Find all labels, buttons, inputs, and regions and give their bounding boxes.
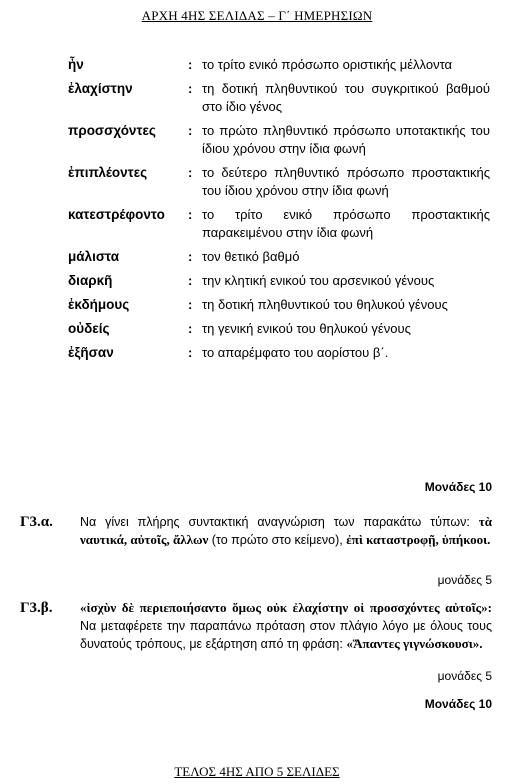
term-definition: το πρώτο πληθυντικό πρόσωπο υποτακτικής του ίδιου χρόνου στην ίδια φωνή — [202, 123, 490, 156]
term: μάλιστα — [68, 249, 120, 264]
term: διαρκῆ — [68, 273, 113, 288]
question-note: (το πρώτο στο κείμενο), — [211, 533, 343, 547]
term: προσσχόντες — [68, 123, 156, 138]
term-row — [68, 296, 498, 314]
term: ἐπιπλέοντες — [68, 165, 148, 180]
term-definition: τη γενική ενικού του θηλυκού γένους — [202, 321, 411, 336]
page-footer: ΤΕΛΟΣ 4ΗΣ ΑΠΟ 5 ΣΕΛΙΔΕΣ — [174, 764, 340, 779]
colon: : — [188, 345, 193, 360]
colon: : — [188, 57, 193, 72]
monades-3b: μονάδες 5 — [437, 669, 492, 683]
colon: : — [188, 123, 193, 138]
colon: : — [188, 81, 193, 96]
question-quote: «ἰσχὺν δὲ περιεποιήσαντο ὅμως οὐκ ἐλαχίστην οἱ προσσχόντες αὐτοῖς»: — [80, 600, 492, 615]
term-definition: τη δοτική πληθυντικού του θηλυκού γένους — [202, 297, 448, 312]
term: κατεστρέφοντο — [68, 207, 165, 222]
monades-total-1: Μονάδες 10 — [424, 480, 492, 494]
term-definition: τη δοτική πληθυντικού του συγκριτικού βαθμού στο ίδιο γένος — [202, 81, 490, 114]
term-definition: τον θετικό βαθμό — [202, 249, 300, 264]
term-row — [68, 344, 498, 362]
term: ἐξῆσαν — [68, 345, 114, 360]
question-3b — [20, 599, 492, 653]
term-row — [68, 80, 498, 116]
colon: : — [188, 321, 193, 336]
term-row — [68, 272, 498, 290]
question-text — [80, 599, 492, 653]
term-row — [68, 320, 498, 338]
question-prompt: Να γίνει πλήρης συντακτική αναγνώριση των παρακάτω τύπων: — [80, 515, 470, 529]
page-header: ΑΡΧΗ 4ΗΣ ΣΕΛΙΔΑΣ – Γ΄ ΗΜΕΡΗΣΙΩΝ — [141, 8, 373, 23]
question-prompt: Να μεταφέρετε την παραπάνω πρόταση στον πλάγιο λόγο με όλους τους δυνατούς τρόπους, με εξάρτηση από τη φράση: — [80, 619, 492, 651]
question-phrase: «Ἅπαντες γιγνώσκουσι». — [346, 636, 483, 651]
term-definition: το τρίτο ενικό πρόσωπο οριστικής μέλλοντα — [202, 57, 453, 72]
monades-3a: μονάδες 5 — [437, 573, 492, 587]
term-row — [68, 56, 498, 74]
term: ἐκδήμους — [68, 297, 130, 312]
question-label: Γ3.β. — [20, 600, 53, 616]
question-text — [80, 513, 492, 549]
colon: : — [188, 165, 193, 180]
colon: : — [188, 249, 193, 264]
term: οὐδείς — [68, 321, 110, 336]
term-row — [68, 206, 498, 242]
term-definition: την κλητική ενικού του αρσενικού γένους — [202, 273, 435, 288]
colon: : — [188, 297, 193, 312]
term: ἐλαχίστην — [68, 81, 133, 96]
question-label: Γ3.α. — [20, 514, 53, 530]
monades-total-2: Μονάδες 10 — [424, 697, 492, 711]
term-list — [68, 56, 498, 368]
question-words: τὰ ναυτικά, αὐτοῖς, ἄλλων — [80, 514, 492, 547]
term: ἦν — [68, 57, 84, 72]
term-definition: το δεύτερο πληθυντικό πρόσωπο προστακτικής του ίδιου χρόνου στην ίδια φωνή — [202, 165, 490, 198]
colon: : — [188, 273, 193, 288]
term-row — [68, 164, 498, 200]
term-row — [68, 122, 498, 158]
colon: : — [188, 207, 193, 222]
question-words: ἐπὶ καταστροφῇ, ὑπήκοοι. — [346, 532, 491, 547]
term-definition: το τρίτο ενικό πρόσωπο προστακτικής παρακειμένου στην ίδια φωνή — [202, 207, 490, 240]
term-definition: το απαρέμφατο του αορίστου β΄. — [202, 345, 389, 360]
term-row — [68, 248, 498, 266]
question-3a — [20, 513, 492, 549]
